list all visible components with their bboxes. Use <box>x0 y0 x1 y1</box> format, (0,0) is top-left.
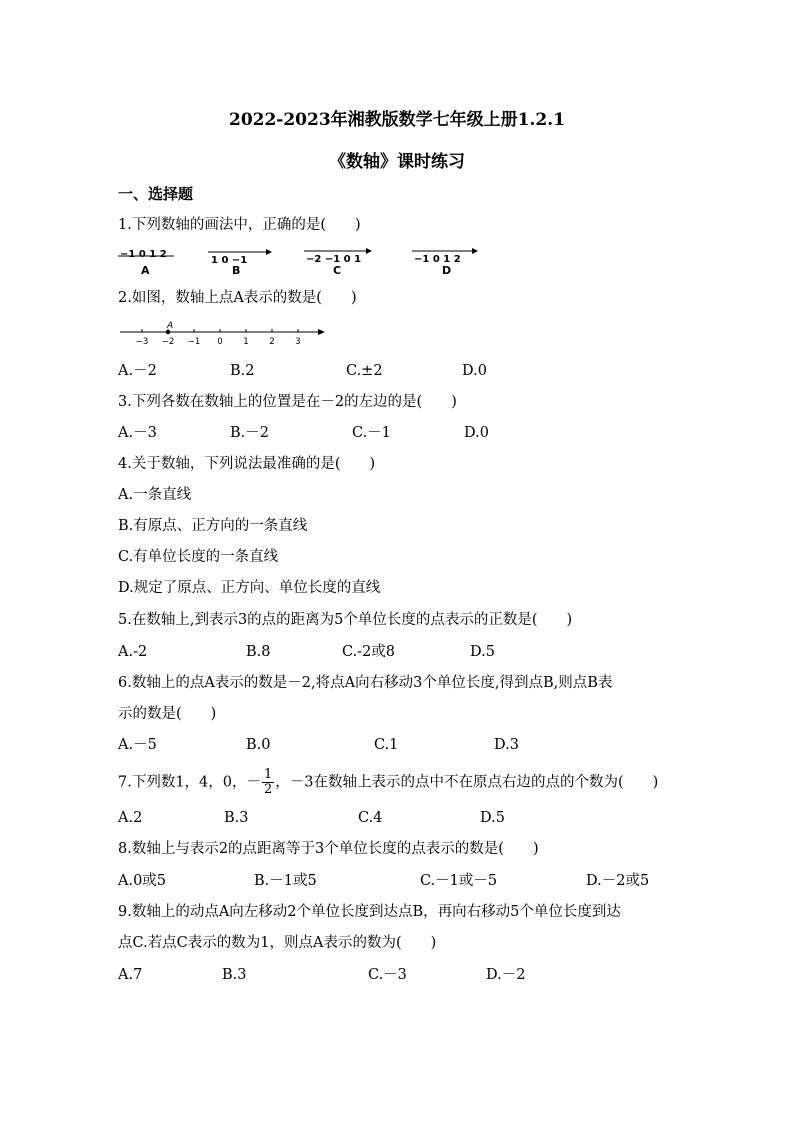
q4-option-c[interactable]: C.有单位长度的一条直线 <box>118 549 279 565</box>
q2-option-a[interactable]: A.－2 <box>118 363 157 379</box>
q8-stem: 8.数轴上与表示2的点距离等于3个单位长度的点表示的数是( ) <box>118 841 539 857</box>
q2-tick-label: 3 <box>295 337 301 347</box>
q7-frac-num: 1 <box>264 767 273 782</box>
q2-tick-label: −3 <box>135 337 149 347</box>
q9-options <box>118 965 678 985</box>
q4-stem: 4.关于数轴，下列说法最准确的是( ) <box>118 456 376 472</box>
q1-c-numbers: −2 −1 0 1 <box>306 254 362 265</box>
q2-option-c[interactable]: C.±2 <box>346 363 383 379</box>
q1-d-label: D <box>442 264 452 277</box>
q1-figure-a <box>118 249 174 277</box>
q3-option-a[interactable]: A.－3 <box>118 425 157 441</box>
q7-stem <box>118 768 658 797</box>
q7-option-c[interactable]: C.4 <box>358 810 383 826</box>
q8-option-c[interactable]: C.－1或－5 <box>420 873 498 889</box>
section-heading: 一、选择题 <box>118 185 194 203</box>
q3-stem: 3.下列各数在数轴上的位置是在－2的左边的是( ) <box>118 394 457 410</box>
q3-option-d[interactable]: D.0 <box>464 425 489 441</box>
q1-figure-c <box>304 248 372 277</box>
q1-figure-d <box>412 248 478 277</box>
q6-option-a[interactable]: A.－5 <box>118 737 157 753</box>
q2-tick-label: 0 <box>217 337 223 347</box>
q4-option-b[interactable]: B.有原点、正方向的一条直线 <box>118 518 308 534</box>
q6-stem-line1: 6.数轴上的点A表示的数是－2,将点A向右移动3个单位长度,得到点B,则点B表 <box>118 675 613 691</box>
q9-option-a[interactable]: A.7 <box>118 967 143 983</box>
q7-option-a[interactable]: A.2 <box>118 810 143 826</box>
q1-figures <box>116 244 496 280</box>
q3-option-b[interactable]: B.－2 <box>230 425 269 441</box>
q7-fraction <box>262 768 274 797</box>
q1-a-label: A <box>141 264 150 277</box>
q2-stem: 2.如图，数轴上点A表示的数是( ) <box>118 290 357 306</box>
q3-option-c[interactable]: C.－1 <box>352 425 391 441</box>
q1-b-label: B <box>232 264 241 277</box>
q5-option-d[interactable]: D.5 <box>470 644 495 660</box>
q6-option-c[interactable]: C.1 <box>374 737 399 753</box>
q9-stem-line2: 点C.若点C表示的数为1，则点A表示的数为( ) <box>118 935 437 951</box>
q7-stem-after: ，－3在数轴上表示的点中不在原点右边的点的个数为( ) <box>275 774 659 791</box>
doc-title-line1: 2022-2023年湘教版数学七年级上册1.2.1 <box>228 110 565 130</box>
q9-option-b[interactable]: B.3 <box>222 967 247 983</box>
q5-options <box>118 642 678 662</box>
q2-options <box>118 361 678 381</box>
q8-option-d[interactable]: D.－2或5 <box>586 873 650 889</box>
q3-options <box>118 423 678 443</box>
q6-stem-line2: 示的数是( ) <box>118 706 217 722</box>
q5-option-a[interactable]: A.-2 <box>118 644 148 660</box>
q9-stem-line1: 9.数轴上的动点A向左移动2个单位长度到达点B，再向右移动5个单位长度到达 <box>118 904 621 920</box>
q6-option-b[interactable]: B.0 <box>246 737 271 753</box>
q4-option-a[interactable]: A.一条直线 <box>118 487 192 503</box>
q2-point-label: A <box>167 321 174 331</box>
q7-frac-den: 2 <box>264 782 273 797</box>
q2-tick-label: −1 <box>187 337 201 347</box>
q8-option-b[interactable]: B.－1或5 <box>254 873 317 889</box>
q1-c-label: C <box>333 264 342 277</box>
q1-b-numbers: 1 0 −1 <box>211 255 248 266</box>
q7-option-d[interactable]: D.5 <box>480 810 505 826</box>
q5-option-c[interactable]: C.-2或8 <box>342 644 396 660</box>
q7-option-b[interactable]: B.3 <box>224 810 249 826</box>
q2-tick-label: 2 <box>269 337 275 347</box>
q8-options <box>118 871 698 891</box>
q6-option-d[interactable]: D.3 <box>494 737 519 753</box>
q5-stem: 5.在数轴上,到表示3的点的距离为5个单位长度的点表示的正数是( ) <box>118 612 573 628</box>
q7-stem-before: 7.下列数1，4，0，－ <box>118 774 262 791</box>
q1-figure-b <box>208 249 272 277</box>
q1-stem: 1.下列数轴的画法中，正确的是( ) <box>118 217 361 233</box>
q8-option-a[interactable]: A.0或5 <box>118 873 167 889</box>
q1-a-numbers: −1 0 1 2 <box>120 249 167 260</box>
q7-options <box>118 808 678 828</box>
q5-option-b[interactable]: B.8 <box>246 644 271 660</box>
q1-d-numbers: −1 0 1 2 <box>414 254 461 265</box>
q4-option-d[interactable]: D.规定了原点、正方向、单位长度的直线 <box>118 580 381 596</box>
q6-options <box>118 735 678 755</box>
q9-option-c[interactable]: C.－3 <box>368 967 407 983</box>
q2-option-d[interactable]: D.0 <box>462 363 487 379</box>
q9-option-d[interactable]: D.－2 <box>486 967 526 983</box>
doc-title-line2: 《数轴》课时练习 <box>329 152 465 172</box>
q2-option-b[interactable]: B.2 <box>230 363 255 379</box>
q2-tick-label: −2 <box>161 337 175 347</box>
q2-number-line <box>116 318 328 348</box>
q2-tick-label: 1 <box>243 337 249 347</box>
